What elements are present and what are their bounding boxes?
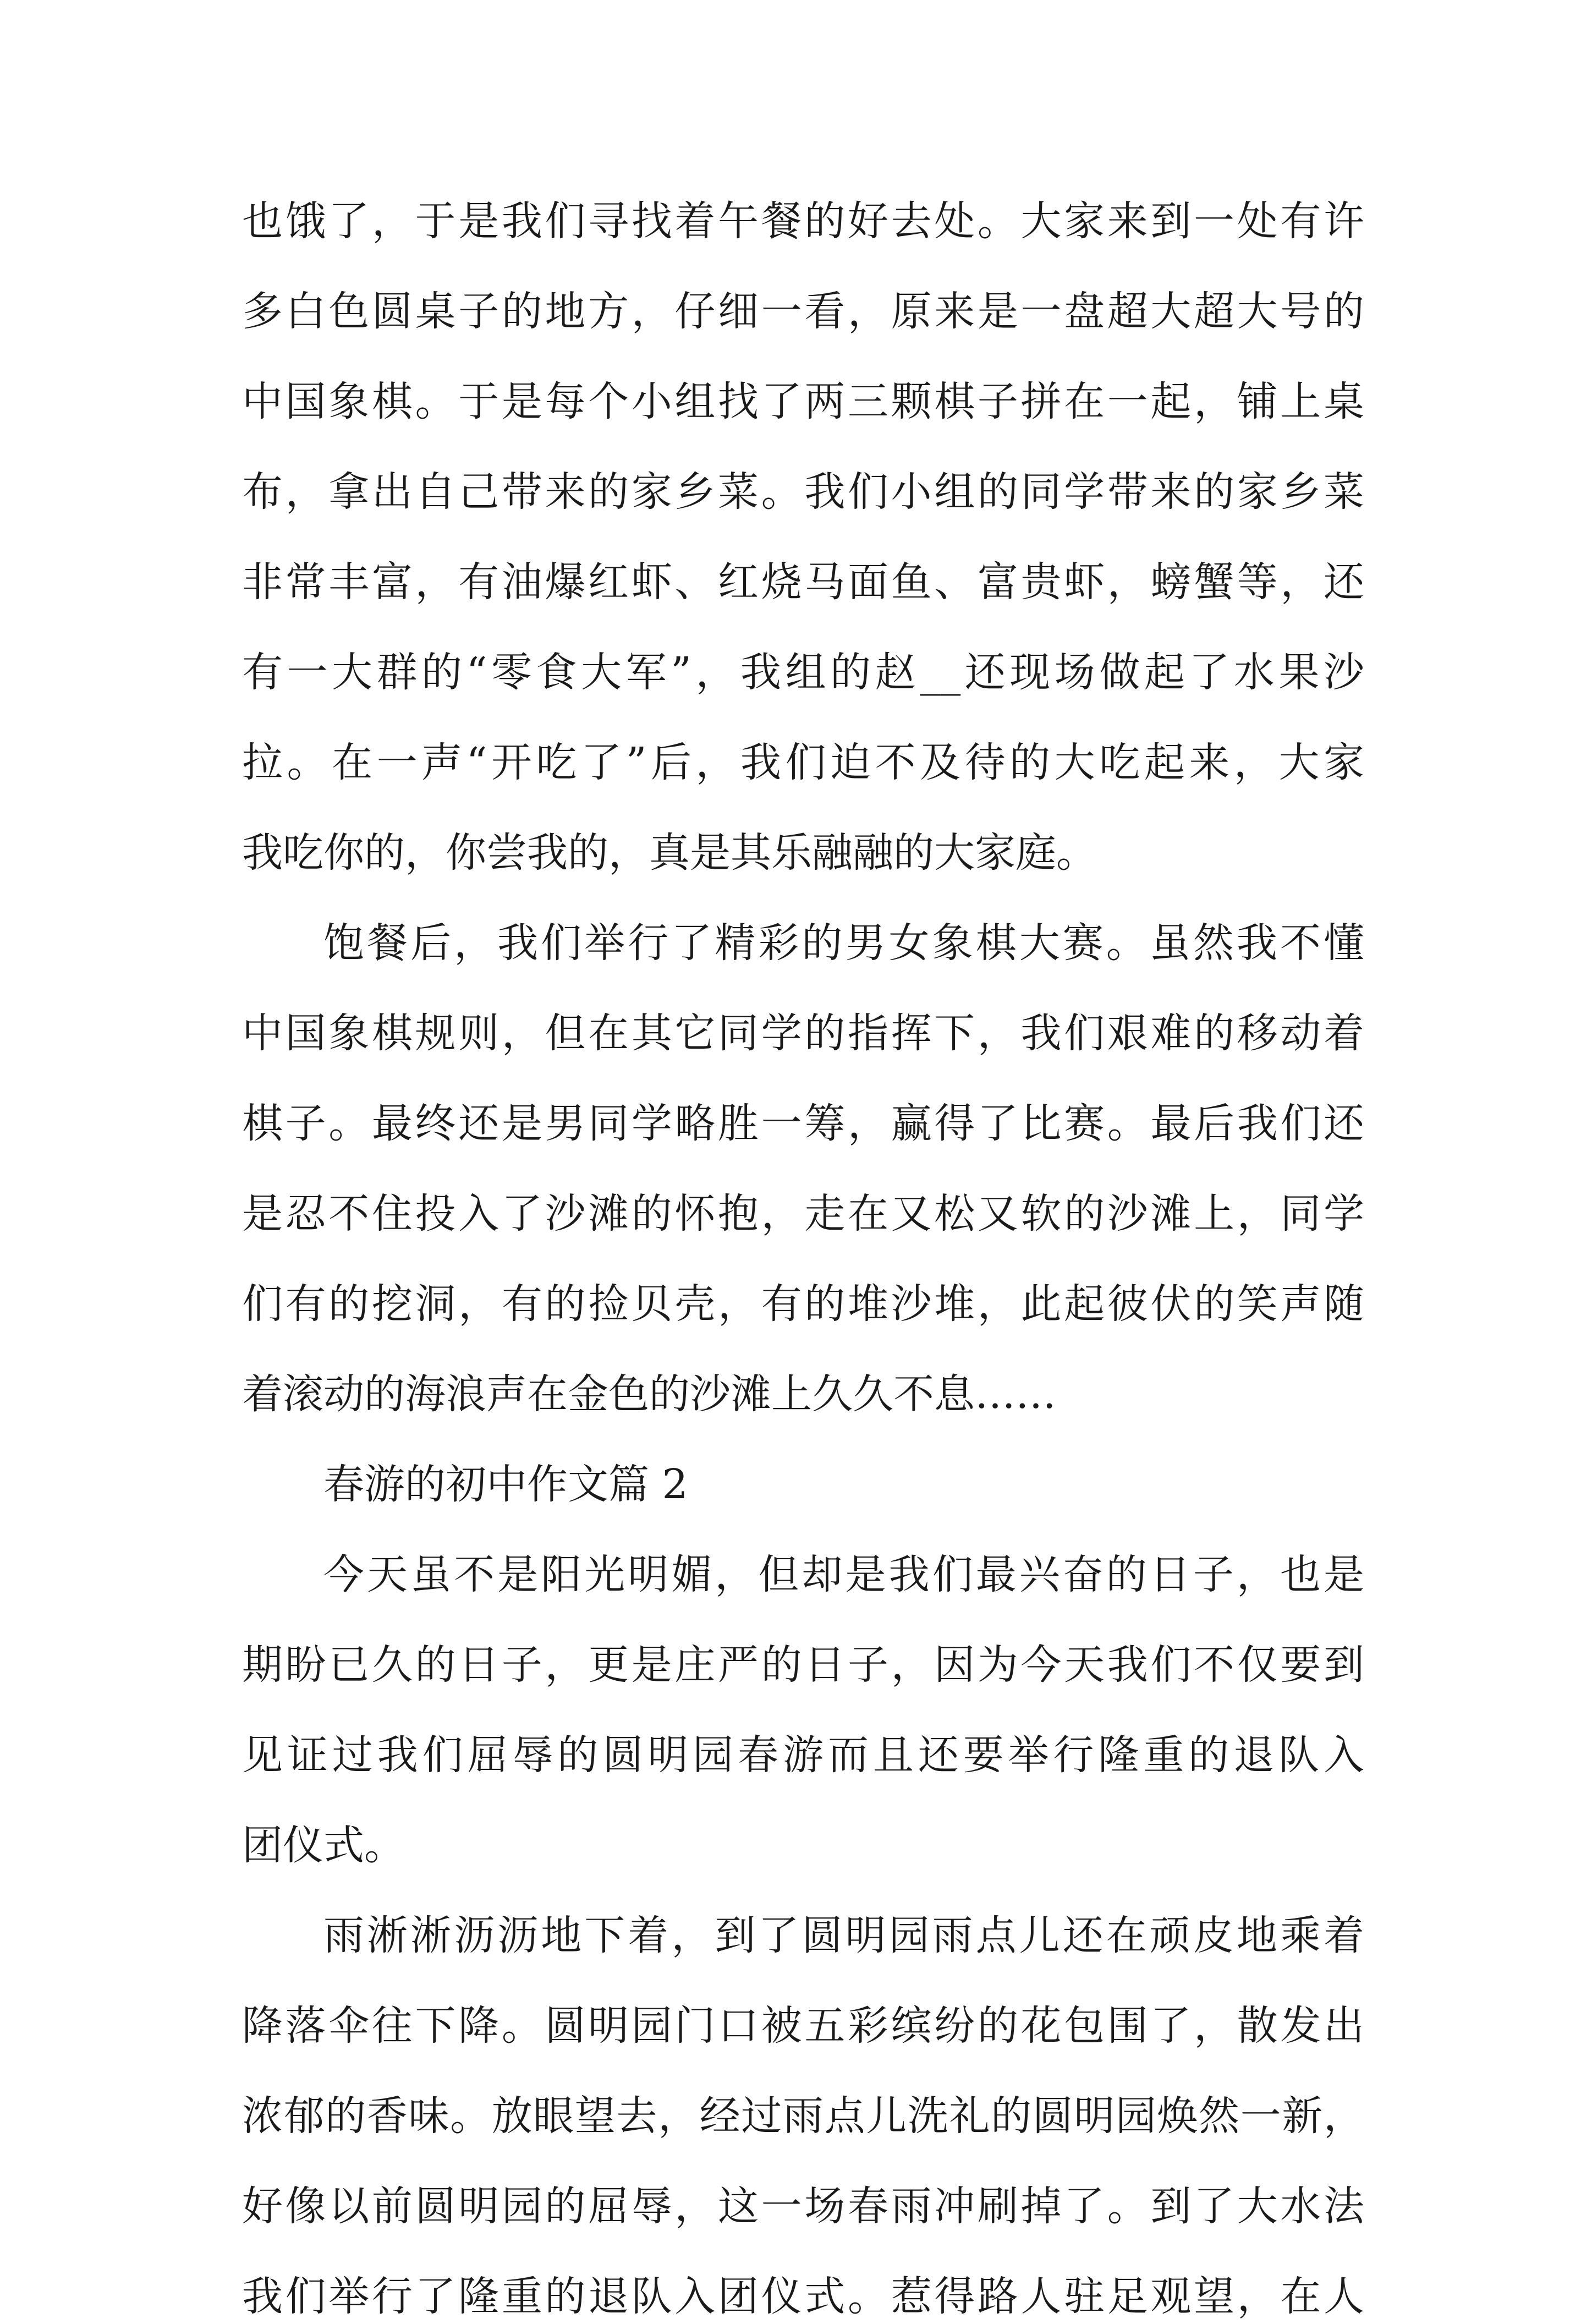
text-line: 布，拿出自己带来的家乡菜。我们小组的同学带来的家乡菜: [242, 468, 1364, 516]
text-line: 也饿了，于是我们寻找着午餐的好去处。大家来到一处有许: [242, 198, 1364, 245]
text-line: 非常丰富，有油爆红虾、红烧马面鱼、富贵虾，螃蟹等，还: [242, 558, 1364, 606]
text-line: 是忍不住投入了沙滩的怀抱，走在又松又软的沙滩上，同学: [242, 1190, 1364, 1237]
text-line: 拉。在一声“开吃了”后，我们迫不及待的大吃起来，大家: [242, 739, 1364, 786]
text-line: 中国象棋规则，但在其它同学的指挥下，我们艰难的移动着: [242, 1010, 1364, 1057]
text-line: 期盼已久的日子，更是庄严的日子，因为今天我们不仅要到: [242, 1641, 1364, 1689]
text-line: 降落伞往下降。圆明园门口被五彩缤纷的花包围了，散发出: [242, 2002, 1364, 2049]
text-line: 饱餐后，我们举行了精彩的男女象棋大赛。虽然我不懂: [323, 919, 1364, 967]
text-line: 们有的挖洞，有的捡贝壳，有的堆沙堆，此起彼伏的笑声随: [242, 1280, 1364, 1328]
text-line: 雨淅淅沥沥地下着，到了圆明园雨点儿还在顽皮地乘着: [323, 1912, 1364, 1959]
text-line: 我吃你的，你尝我的，真是其乐融融的大家庭。: [242, 829, 1097, 876]
section-heading: 春游的初中作文篇 2: [323, 1461, 688, 1508]
text-line: 好像以前圆明园的屈辱，这一场春雨冲刷掉了。到了大水法: [242, 2183, 1364, 2230]
text-line: 今天虽不是阳光明媚，但却是我们最兴奋的日子，也是: [323, 1551, 1364, 1598]
text-line: 有一大群的“零食大军”，我组的赵__还现场做起了水果沙: [242, 649, 1364, 696]
text-line: 中国象棋。于是每个小组找了两三颗棋子拼在一起，铺上桌: [242, 378, 1364, 425]
text-line: 我们举行了隆重的退队入团仪式。惹得路人驻足观望，在人: [242, 2273, 1364, 2320]
text-line: 团仪式。: [242, 1822, 405, 1869]
text-line: 见证过我们屈辱的圆明园春游而且还要举行隆重的退队入: [242, 1731, 1364, 1779]
text-line: 棋子。最终还是男同学略胜一筹，赢得了比赛。最后我们还: [242, 1100, 1364, 1147]
text-line: 浓郁的香味。放眼望去，经过雨点儿洗礼的圆明园焕然一新，: [242, 2092, 1364, 2140]
text-line: 多白色圆桌子的地方，仔细一看，原来是一盘超大超大号的: [242, 288, 1364, 335]
text-line: 着滚动的海浪声在金色的沙滩上久久不息……: [242, 1371, 1056, 1418]
